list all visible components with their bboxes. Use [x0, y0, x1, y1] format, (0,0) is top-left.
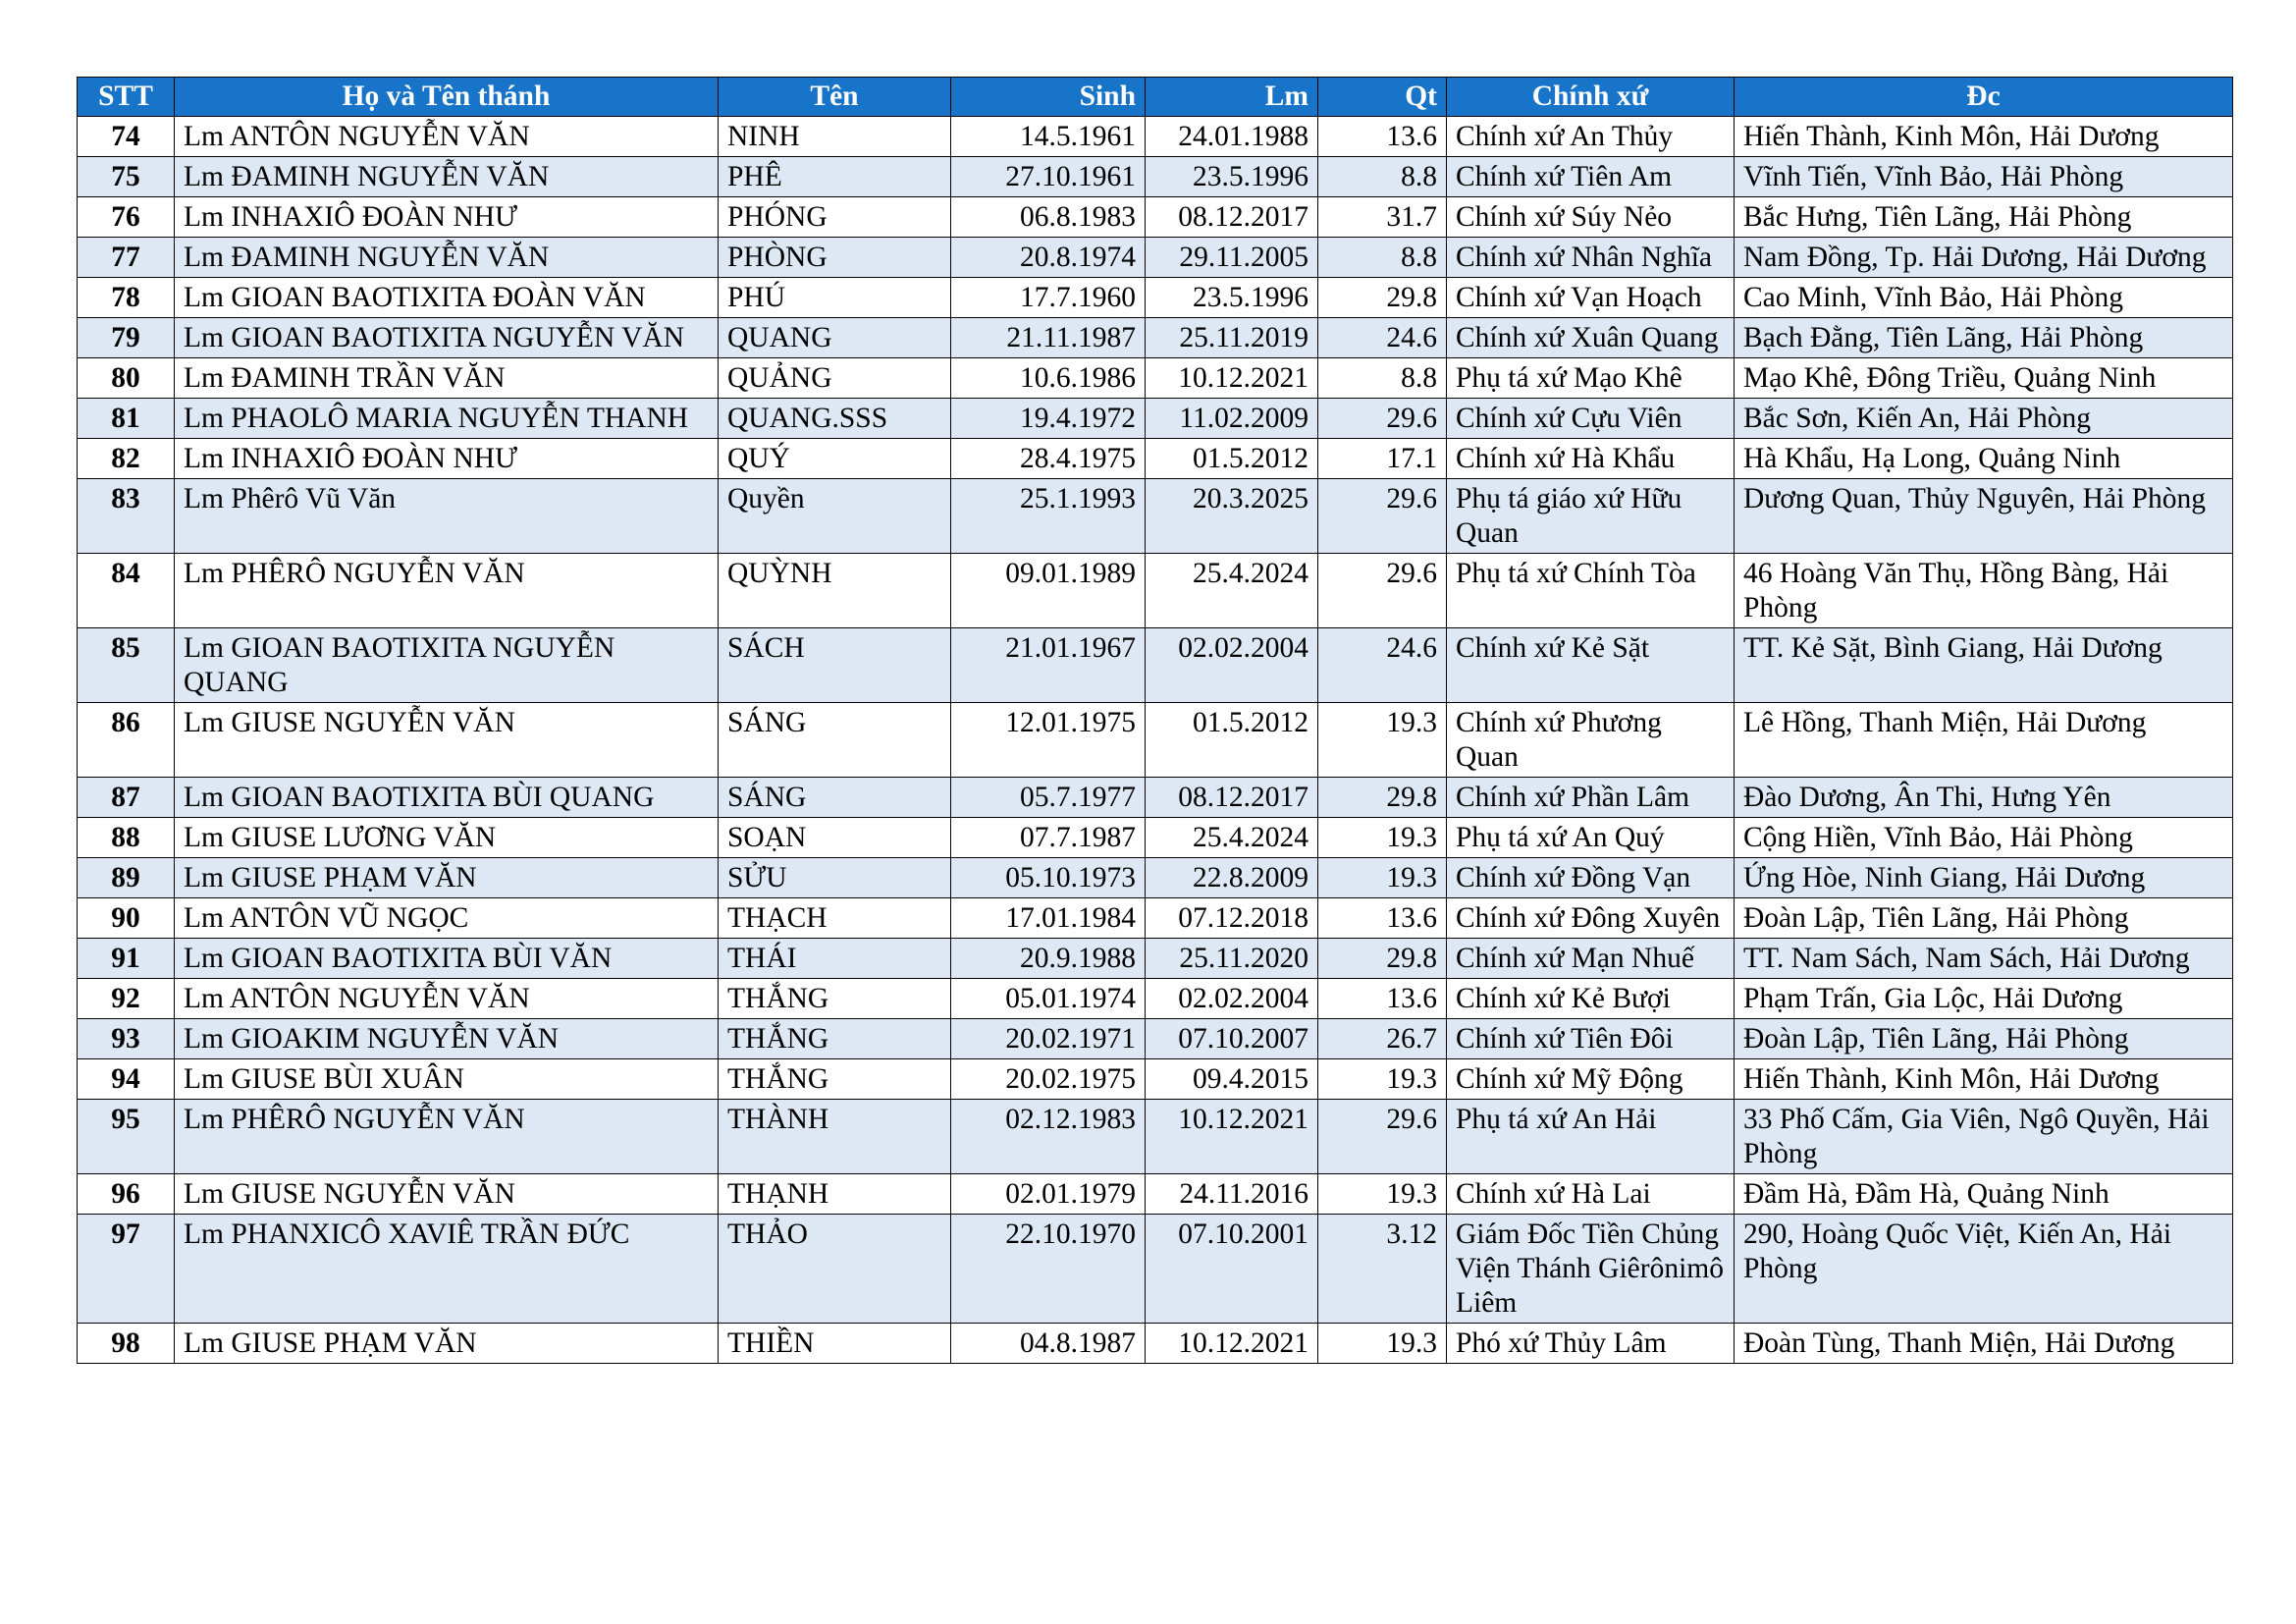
cell-stt: 78	[78, 278, 175, 318]
cell-name: Lm ANTÔN VŨ NGỌC	[175, 898, 719, 939]
cell-name: Lm GIOAN BAOTIXITA NGUYỄN QUANG	[175, 628, 719, 703]
cell-dc: Hiến Thành, Kinh Môn, Hải Dương	[1735, 117, 2233, 157]
cell-stt: 74	[78, 117, 175, 157]
cell-lm: 25.4.2024	[1146, 818, 1318, 858]
cell-chinh-xu: Giám Đốc Tiền Chủng Viện Thánh Giêrônimô Liêm	[1447, 1215, 1735, 1324]
cell-dc: TT. Nam Sách, Nam Sách, Hải Dương	[1735, 939, 2233, 979]
cell-ten: THÀNH	[719, 1100, 951, 1174]
cell-ten: THẮNG	[719, 979, 951, 1019]
cell-chinh-xu: Chính xứ Mỹ Động	[1447, 1059, 1735, 1100]
cell-lm: 20.3.2025	[1146, 479, 1318, 554]
table-row	[78, 939, 2233, 979]
cell-qt: 8.8	[1318, 238, 1447, 278]
cell-sinh: 19.4.1972	[951, 399, 1146, 439]
cell-chinh-xu: Phụ tá xứ An Hải	[1447, 1100, 1735, 1174]
cell-chinh-xu: Chính xứ Xuân Quang	[1447, 318, 1735, 358]
cell-ten: THẮNG	[719, 1059, 951, 1100]
cell-name: Lm GIUSE NGUYỄN VĂN	[175, 1174, 719, 1215]
table-body	[78, 117, 2233, 1364]
cell-qt: 13.6	[1318, 117, 1447, 157]
cell-lm: 08.12.2017	[1146, 778, 1318, 818]
cell-dc: 33 Phố Cấm, Gia Viên, Ngô Quyền, Hải Phòng	[1735, 1100, 2233, 1174]
cell-lm: 24.01.1988	[1146, 117, 1318, 157]
cell-lm: 10.12.2021	[1146, 358, 1318, 399]
cell-ten: QUÝ	[719, 439, 951, 479]
cell-sinh: 17.7.1960	[951, 278, 1146, 318]
cell-lm: 07.10.2001	[1146, 1215, 1318, 1324]
cell-name: Lm GIUSE NGUYỄN VĂN	[175, 703, 719, 778]
header-ten: Tên	[719, 78, 951, 117]
header-stt: STT	[78, 78, 175, 117]
cell-dc: Đoàn Lập, Tiên Lãng, Hải Phòng	[1735, 898, 2233, 939]
cell-chinh-xu: Chính xứ Tiên Am	[1447, 157, 1735, 197]
cell-qt: 19.3	[1318, 818, 1447, 858]
cell-ten: PHÓNG	[719, 197, 951, 238]
cell-qt: 29.8	[1318, 778, 1447, 818]
cell-dc: Đào Dương, Ân Thi, Hưng Yên	[1735, 778, 2233, 818]
cell-chinh-xu: Chính xứ Súy Nẻo	[1447, 197, 1735, 238]
cell-qt: 19.3	[1318, 703, 1447, 778]
cell-name: Lm GIOAN BAOTIXITA BÙI QUANG	[175, 778, 719, 818]
cell-stt: 95	[78, 1100, 175, 1174]
cell-qt: 13.6	[1318, 898, 1447, 939]
cell-stt: 75	[78, 157, 175, 197]
cell-qt: 29.8	[1318, 939, 1447, 979]
cell-chinh-xu: Chính xứ Phần Lâm	[1447, 778, 1735, 818]
cell-lm: 23.5.1996	[1146, 278, 1318, 318]
cell-dc: Bắc Hưng, Tiên Lãng, Hải Phòng	[1735, 197, 2233, 238]
cell-sinh: 02.12.1983	[951, 1100, 1146, 1174]
cell-qt: 31.7	[1318, 197, 1447, 238]
cell-qt: 29.6	[1318, 479, 1447, 554]
cell-ten: SOẠN	[719, 818, 951, 858]
cell-stt: 88	[78, 818, 175, 858]
cell-chinh-xu: Chính xứ Mạn Nhuế	[1447, 939, 1735, 979]
cell-dc: 290, Hoàng Quốc Việt, Kiến An, Hải Phòng	[1735, 1215, 2233, 1324]
cell-sinh: 02.01.1979	[951, 1174, 1146, 1215]
cell-dc: Đoàn Tùng, Thanh Miện, Hải Dương	[1735, 1324, 2233, 1364]
cell-stt: 97	[78, 1215, 175, 1324]
header-lm: Lm	[1146, 78, 1318, 117]
cell-dc: Bạch Đằng, Tiên Lãng, Hải Phòng	[1735, 318, 2233, 358]
cell-chinh-xu: Phụ tá giáo xứ Hữu Quan	[1447, 479, 1735, 554]
cell-chinh-xu: Chính xứ Hà Lai	[1447, 1174, 1735, 1215]
table-row	[78, 898, 2233, 939]
cell-chinh-xu: Phụ tá xứ Chính Tòa	[1447, 554, 1735, 628]
cell-stt: 82	[78, 439, 175, 479]
cell-dc: Dương Quan, Thủy Nguyên, Hải Phòng	[1735, 479, 2233, 554]
cell-name: Lm Phêrô Vũ Văn	[175, 479, 719, 554]
cell-lm: 08.12.2017	[1146, 197, 1318, 238]
cell-qt: 24.6	[1318, 318, 1447, 358]
cell-sinh: 22.10.1970	[951, 1215, 1146, 1324]
cell-sinh: 20.8.1974	[951, 238, 1146, 278]
header-chinh-xu: Chính xứ	[1447, 78, 1735, 117]
cell-name: Lm ĐAMINH TRẦN VĂN	[175, 358, 719, 399]
cell-name: Lm GIUSE BÙI XUÂN	[175, 1059, 719, 1100]
cell-sinh: 09.01.1989	[951, 554, 1146, 628]
cell-name: Lm PHÊRÔ NGUYỄN VĂN	[175, 554, 719, 628]
cell-sinh: 21.11.1987	[951, 318, 1146, 358]
cell-dc: TT. Kẻ Sặt, Bình Giang, Hải Dương	[1735, 628, 2233, 703]
table-row	[78, 479, 2233, 554]
cell-qt: 17.1	[1318, 439, 1447, 479]
cell-chinh-xu: Chính xứ Kẻ Sặt	[1447, 628, 1735, 703]
cell-name: Lm PHÊRÔ NGUYỄN VĂN	[175, 1100, 719, 1174]
header-row	[78, 78, 2233, 117]
table-row	[78, 979, 2233, 1019]
cell-qt: 19.3	[1318, 1059, 1447, 1100]
cell-chinh-xu: Chính xứ Kẻ Bượi	[1447, 979, 1735, 1019]
cell-name: Lm GIOAN BAOTIXITA NGUYỄN VĂN	[175, 318, 719, 358]
table-row	[78, 238, 2233, 278]
cell-qt: 29.6	[1318, 554, 1447, 628]
cell-dc: Lê Hồng, Thanh Miện, Hải Dương	[1735, 703, 2233, 778]
table-row	[78, 818, 2233, 858]
cell-stt: 98	[78, 1324, 175, 1364]
cell-stt: 81	[78, 399, 175, 439]
cell-ten: PHÊ	[719, 157, 951, 197]
cell-name: Lm GIUSE PHẠM VĂN	[175, 1324, 719, 1364]
cell-dc: Đoàn Lập, Tiên Lãng, Hải Phòng	[1735, 1019, 2233, 1059]
cell-name: Lm ANTÔN NGUYỄN VĂN	[175, 979, 719, 1019]
table-row	[78, 1019, 2233, 1059]
cell-stt: 90	[78, 898, 175, 939]
cell-lm: 02.02.2004	[1146, 628, 1318, 703]
cell-sinh: 14.5.1961	[951, 117, 1146, 157]
cell-qt: 8.8	[1318, 157, 1447, 197]
cell-stt: 87	[78, 778, 175, 818]
priest-list-table	[77, 77, 2233, 1364]
cell-ten: THÁI	[719, 939, 951, 979]
cell-stt: 76	[78, 197, 175, 238]
table-row	[78, 439, 2233, 479]
table-row	[78, 858, 2233, 898]
cell-stt: 83	[78, 479, 175, 554]
cell-chinh-xu: Chính xứ Đồng Vạn	[1447, 858, 1735, 898]
cell-ten: PHÒNG	[719, 238, 951, 278]
table-row	[78, 628, 2233, 703]
cell-name: Lm ANTÔN NGUYỄN VĂN	[175, 117, 719, 157]
cell-sinh: 21.01.1967	[951, 628, 1146, 703]
cell-sinh: 10.6.1986	[951, 358, 1146, 399]
cell-dc: Phạm Trấn, Gia Lộc, Hải Dương	[1735, 979, 2233, 1019]
cell-lm: 01.5.2012	[1146, 439, 1318, 479]
cell-sinh: 12.01.1975	[951, 703, 1146, 778]
cell-qt: 29.6	[1318, 399, 1447, 439]
cell-qt: 24.6	[1318, 628, 1447, 703]
cell-sinh: 20.02.1975	[951, 1059, 1146, 1100]
table-row	[78, 1100, 2233, 1174]
header-dc: Đc	[1735, 78, 2233, 117]
cell-dc: Cộng Hiền, Vĩnh Bảo, Hải Phòng	[1735, 818, 2233, 858]
cell-sinh: 06.8.1983	[951, 197, 1146, 238]
cell-stt: 84	[78, 554, 175, 628]
cell-sinh: 25.1.1993	[951, 479, 1146, 554]
cell-ten: QUẢNG	[719, 358, 951, 399]
cell-chinh-xu: Chính xứ Vạn Hoạch	[1447, 278, 1735, 318]
cell-name: Lm INHAXIÔ ĐOÀN NHƯ	[175, 439, 719, 479]
cell-qt: 29.8	[1318, 278, 1447, 318]
cell-sinh: 05.7.1977	[951, 778, 1146, 818]
cell-chinh-xu: Chính xứ Đông Xuyên	[1447, 898, 1735, 939]
cell-dc: Vĩnh Tiến, Vĩnh Bảo, Hải Phòng	[1735, 157, 2233, 197]
cell-ten: QUỲNH	[719, 554, 951, 628]
cell-stt: 77	[78, 238, 175, 278]
cell-ten: THẠNH	[719, 1174, 951, 1215]
cell-dc: Hiến Thành, Kinh Môn, Hải Dương	[1735, 1059, 2233, 1100]
cell-ten: THẢO	[719, 1215, 951, 1324]
cell-chinh-xu: Phụ tá xứ An Quý	[1447, 818, 1735, 858]
cell-lm: 23.5.1996	[1146, 157, 1318, 197]
cell-ten: QUANG.SSS	[719, 399, 951, 439]
cell-qt: 19.3	[1318, 858, 1447, 898]
cell-qt: 8.8	[1318, 358, 1447, 399]
cell-name: Lm PHANXICÔ XAVIÊ TRẦN ĐỨC	[175, 1215, 719, 1324]
cell-name: Lm PHAOLÔ MARIA NGUYỄN THANH	[175, 399, 719, 439]
cell-name: Lm GIOAN BAOTIXITA BÙI VĂN	[175, 939, 719, 979]
cell-chinh-xu: Chính xứ An Thủy	[1447, 117, 1735, 157]
cell-ten: SÁCH	[719, 628, 951, 703]
cell-sinh: 20.9.1988	[951, 939, 1146, 979]
cell-dc: Bắc Sơn, Kiến An, Hải Phòng	[1735, 399, 2233, 439]
cell-ten: PHÚ	[719, 278, 951, 318]
cell-qt: 26.7	[1318, 1019, 1447, 1059]
table-row	[78, 358, 2233, 399]
cell-lm: 11.02.2009	[1146, 399, 1318, 439]
cell-ten: NINH	[719, 117, 951, 157]
table-row	[78, 399, 2233, 439]
cell-qt: 3.12	[1318, 1215, 1447, 1324]
cell-qt: 13.6	[1318, 979, 1447, 1019]
table-row	[78, 117, 2233, 157]
cell-name: Lm GIUSE PHẠM VĂN	[175, 858, 719, 898]
cell-lm: 25.11.2019	[1146, 318, 1318, 358]
cell-lm: 09.4.2015	[1146, 1059, 1318, 1100]
cell-lm: 01.5.2012	[1146, 703, 1318, 778]
cell-chinh-xu: Chính xứ Phương Quan	[1447, 703, 1735, 778]
cell-qt: 19.3	[1318, 1174, 1447, 1215]
cell-stt: 89	[78, 858, 175, 898]
cell-stt: 93	[78, 1019, 175, 1059]
cell-lm: 02.02.2004	[1146, 979, 1318, 1019]
cell-chinh-xu: Chính xứ Cựu Viên	[1447, 399, 1735, 439]
cell-chinh-xu: Phó xứ Thủy Lâm	[1447, 1324, 1735, 1364]
cell-stt: 86	[78, 703, 175, 778]
cell-sinh: 05.01.1974	[951, 979, 1146, 1019]
table-row	[78, 778, 2233, 818]
cell-dc: 46 Hoàng Văn Thụ, Hồng Bàng, Hải Phòng	[1735, 554, 2233, 628]
cell-ten: SỬU	[719, 858, 951, 898]
cell-sinh: 05.10.1973	[951, 858, 1146, 898]
cell-ten: Quyền	[719, 479, 951, 554]
cell-lm: 22.8.2009	[1146, 858, 1318, 898]
table-row	[78, 703, 2233, 778]
cell-chinh-xu: Phụ tá xứ Mạo Khê	[1447, 358, 1735, 399]
cell-name: Lm GIOAKIM NGUYỄN VĂN	[175, 1019, 719, 1059]
cell-lm: 10.12.2021	[1146, 1100, 1318, 1174]
table-row	[78, 1174, 2233, 1215]
cell-qt: 29.6	[1318, 1100, 1447, 1174]
cell-name: Lm GIOAN BAOTIXITA ĐOÀN VĂN	[175, 278, 719, 318]
cell-lm: 24.11.2016	[1146, 1174, 1318, 1215]
cell-chinh-xu: Chính xứ Hà Khẩu	[1447, 439, 1735, 479]
cell-dc: Cao Minh, Vĩnh Bảo, Hải Phòng	[1735, 278, 2233, 318]
cell-stt: 91	[78, 939, 175, 979]
cell-dc: Đầm Hà, Đầm Hà, Quảng Ninh	[1735, 1174, 2233, 1215]
table-row	[78, 1324, 2233, 1364]
cell-lm: 07.10.2007	[1146, 1019, 1318, 1059]
cell-dc: Hà Khẩu, Hạ Long, Quảng Ninh	[1735, 439, 2233, 479]
cell-lm: 25.11.2020	[1146, 939, 1318, 979]
cell-sinh: 28.4.1975	[951, 439, 1146, 479]
cell-sinh: 20.02.1971	[951, 1019, 1146, 1059]
cell-chinh-xu: Chính xứ Tiên Đôi	[1447, 1019, 1735, 1059]
cell-lm: 07.12.2018	[1146, 898, 1318, 939]
cell-name: Lm GIUSE LƯƠNG VĂN	[175, 818, 719, 858]
cell-dc: Nam Đồng, Tp. Hải Dương, Hải Dương	[1735, 238, 2233, 278]
header-sinh: Sinh	[951, 78, 1146, 117]
cell-sinh: 17.01.1984	[951, 898, 1146, 939]
cell-stt: 96	[78, 1174, 175, 1215]
cell-stt: 92	[78, 979, 175, 1019]
header-name: Họ và Tên thánh	[175, 78, 719, 117]
table-row	[78, 197, 2233, 238]
cell-dc: Mạo Khê, Đông Triều, Quảng Ninh	[1735, 358, 2233, 399]
table-row	[78, 278, 2233, 318]
cell-stt: 85	[78, 628, 175, 703]
table-row	[78, 1059, 2233, 1100]
cell-sinh: 27.10.1961	[951, 157, 1146, 197]
cell-ten: SÁNG	[719, 778, 951, 818]
table-row	[78, 554, 2233, 628]
cell-ten: THIỀN	[719, 1324, 951, 1364]
cell-sinh: 07.7.1987	[951, 818, 1146, 858]
table-row	[78, 1215, 2233, 1324]
cell-name: Lm INHAXIÔ ĐOÀN NHƯ	[175, 197, 719, 238]
header-qt: Qt	[1318, 78, 1447, 117]
cell-lm: 10.12.2021	[1146, 1324, 1318, 1364]
table-row	[78, 318, 2233, 358]
cell-lm: 25.4.2024	[1146, 554, 1318, 628]
cell-name: Lm ĐAMINH NGUYỄN VĂN	[175, 238, 719, 278]
cell-dc: Ứng Hòe, Ninh Giang, Hải Dương	[1735, 858, 2233, 898]
cell-lm: 29.11.2005	[1146, 238, 1318, 278]
cell-name: Lm ĐAMINH NGUYỄN VĂN	[175, 157, 719, 197]
cell-stt: 94	[78, 1059, 175, 1100]
cell-stt: 79	[78, 318, 175, 358]
cell-ten: THẠCH	[719, 898, 951, 939]
cell-ten: SÁNG	[719, 703, 951, 778]
cell-stt: 80	[78, 358, 175, 399]
cell-sinh: 04.8.1987	[951, 1324, 1146, 1364]
cell-qt: 19.3	[1318, 1324, 1447, 1364]
cell-ten: QUANG	[719, 318, 951, 358]
cell-ten: THẮNG	[719, 1019, 951, 1059]
table-row	[78, 157, 2233, 197]
cell-chinh-xu: Chính xứ Nhân Nghĩa	[1447, 238, 1735, 278]
